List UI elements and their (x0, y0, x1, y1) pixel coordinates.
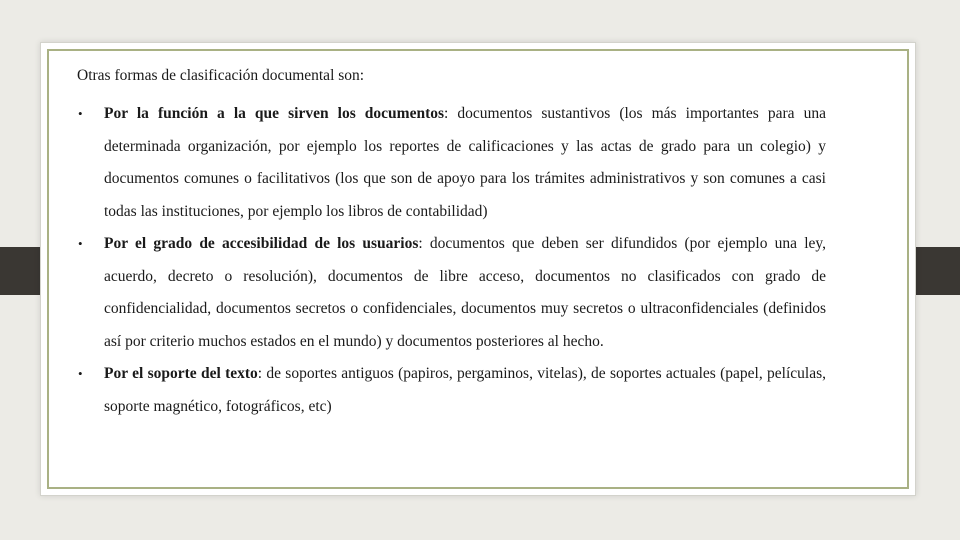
bullet-icon: • (78, 106, 83, 121)
classification-list (77, 98, 826, 423)
intro-text: Otras formas de clasificación documental son: (77, 67, 365, 84)
item-text: : documentos que deben ser difundidos (por ejemplo una ley, acuerdo, decreto o resolución), documentos de libre acceso, documentos no clasificados con grado de confidencialidad, documentos secretos o confidenciales, documentos muy secretos o ultraconfidenciales (definidos así por criterio muchos estados en el mundo) y documentos posteriores al hecho. (104, 235, 826, 350)
bullet-icon: • (78, 366, 83, 381)
list-item (77, 98, 826, 228)
item-text: : documentos sustantivos (los más importantes para una determinada organización, por ejemplo los reportes de calificaciones y las actas de grado para un colegio) y documentos comunes o facilitativos (los que son de apoyo para los trámites administrativos y son comunes a casi todas las instituciones, por ejemplo los libros de contabilidad) (104, 105, 826, 220)
slide-content (77, 64, 826, 423)
item-term: Por la función a la que sirven los documentos (104, 105, 445, 122)
bullet-icon: • (78, 236, 83, 251)
list-item (77, 358, 826, 423)
item-term: Por el grado de accesibilidad de los usuarios (104, 235, 419, 252)
item-text: : de soportes antiguos (papiros, pergaminos, vitelas), de soportes actuales (papel, películas, soporte magnético, fotográficos, etc) (104, 365, 827, 415)
item-term: Por el soporte del texto (104, 365, 258, 382)
list-item (77, 228, 826, 358)
